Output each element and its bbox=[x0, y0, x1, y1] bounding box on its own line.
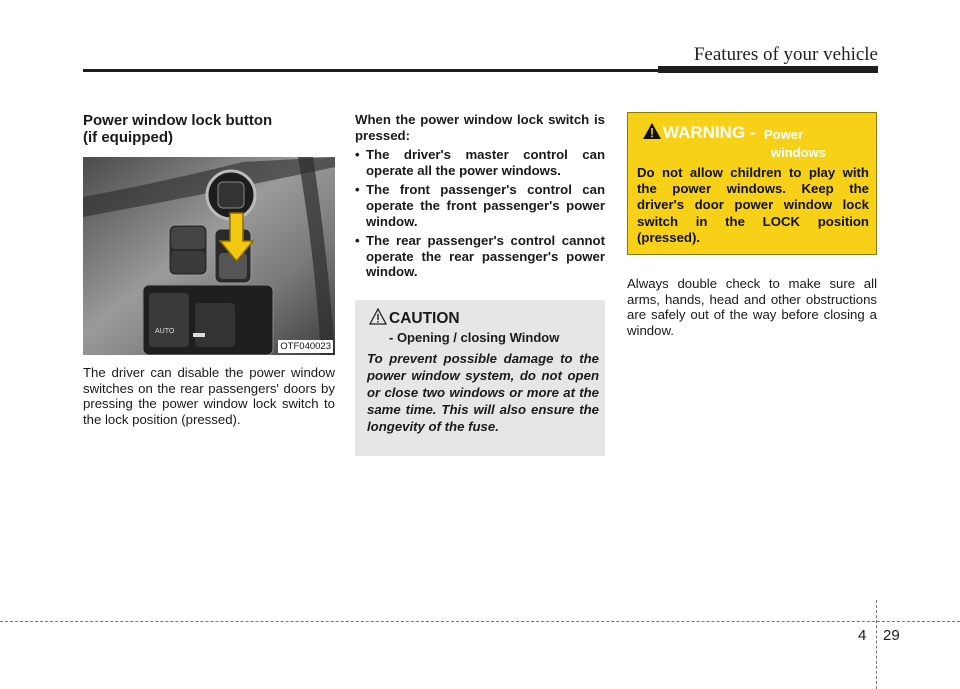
section-heading bbox=[83, 112, 335, 146]
bullet-icon: • bbox=[355, 147, 360, 163]
bullet-icon: • bbox=[355, 233, 360, 249]
left-body-text: The driver can disable the power window switches on the rear passengers' doors by pressing the power window lock switch to the lock position (pressed). bbox=[83, 365, 335, 427]
caution-title: CAUTION bbox=[389, 310, 460, 327]
chapter-number: 4 bbox=[858, 627, 867, 644]
warning-subtitle-line-2: windows bbox=[771, 145, 826, 160]
caution-triangle-icon bbox=[369, 308, 387, 325]
footer-divider bbox=[876, 600, 877, 689]
warning-subtitle-line-1: Power bbox=[764, 127, 804, 142]
footer-rule bbox=[0, 621, 960, 622]
warning-box bbox=[627, 112, 877, 255]
right-body bbox=[627, 276, 877, 338]
caution-text: To prevent possible damage to the power window system, do not open or close two windows or more at the same time. This will also ensure the longevity of the fuse. bbox=[367, 351, 599, 434]
caution-box bbox=[355, 300, 605, 456]
door-switch-photo bbox=[83, 157, 335, 355]
photo-code: OTF040023 bbox=[280, 341, 331, 352]
heading-line-1: Power window lock button bbox=[83, 112, 273, 129]
header-rule-accent bbox=[658, 66, 878, 73]
list-item: • The rear passenger's control cannot operate the rear passenger's power window. bbox=[355, 233, 605, 280]
page-header-title: Features of your vehicle bbox=[693, 44, 878, 65]
warning-title: WARNING - bbox=[663, 123, 756, 142]
bullet-icon: • bbox=[355, 182, 360, 198]
page-number: 29 bbox=[883, 627, 900, 644]
lock-effects-list bbox=[355, 147, 605, 280]
list-item: • The front passenger's control can operate the front passenger's power window. bbox=[355, 182, 605, 229]
right-body-text: Always double check to make sure all arms, hands, head and other obstructions are safely out of the way before closing a window. bbox=[627, 276, 877, 338]
list-item: • The driver's master control can operate all the power windows. bbox=[355, 147, 605, 178]
heading-line-2: (if equipped) bbox=[83, 129, 173, 146]
warning-text: Do not allow children to play with the power windows. Keep the driver's door power window lock switch in the LOCK position (pressed). bbox=[637, 165, 869, 245]
middle-column bbox=[355, 112, 605, 284]
auto-label: AUTO bbox=[155, 328, 175, 335]
left-column bbox=[83, 112, 335, 427]
door-panel-illustration bbox=[83, 157, 335, 355]
warning-triangle-icon bbox=[642, 122, 662, 140]
caution-subtitle: - Opening / closing Window bbox=[389, 330, 560, 345]
lock-intro-text: When the power window lock switch is pressed: bbox=[355, 112, 605, 143]
